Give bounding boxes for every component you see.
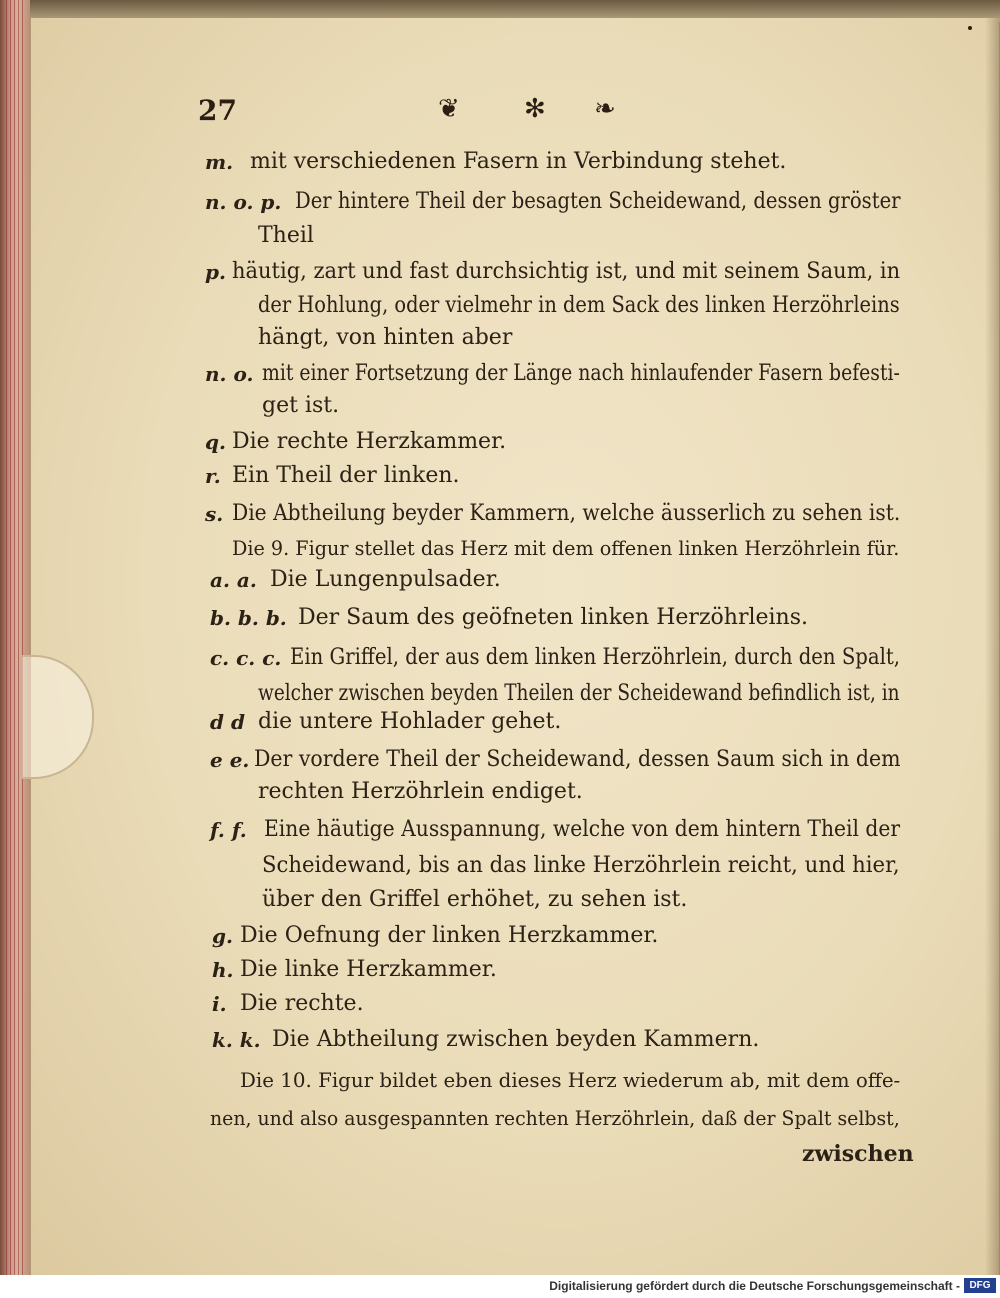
item-marker: s. xyxy=(205,502,224,526)
item-marker: n. o. xyxy=(205,362,254,386)
body-line: über den Griffel erhöhet, zu sehen ist. xyxy=(262,887,688,912)
item-marker: n. o. p. xyxy=(205,190,282,214)
item-marker: r. xyxy=(205,464,221,488)
body-line: Die Abtheilung zwischen beyden Kammern. xyxy=(272,1027,760,1052)
item-marker: i. xyxy=(212,992,227,1016)
item-marker: d d xyxy=(210,710,245,734)
body-line: hängt, von hinten aber xyxy=(258,325,513,350)
item-marker: a. a. xyxy=(210,568,257,592)
body-line: get ist. xyxy=(262,393,340,418)
item-marker: h. xyxy=(212,958,234,982)
body-line: häutig, zart und fast durchsichtig ist, und mit seinem Saum, in xyxy=(232,259,901,284)
body-line: mit verschiedenen Fasern in Verbindung stehet. xyxy=(250,149,787,174)
body-line: Die Oefnung der linken Herzkammer. xyxy=(240,923,659,948)
catchword: zwischen xyxy=(802,1141,914,1167)
body-line: rechten Herzöhrlein endiget. xyxy=(258,779,583,804)
body-line: der Hohlung, oder vielmehr in dem Sack des linken Herzöhrleins xyxy=(258,293,900,318)
body-line: Scheidewand, bis an das linke Herzöhrlein reicht, und hier, xyxy=(262,853,900,878)
body-line: mit einer Fortsetzung der Länge nach hinlaufender Fasern befesti- xyxy=(262,361,900,386)
body-line: Eine häutige Ausspannung, welche von dem hintern Theil der xyxy=(264,817,901,842)
body-line: Die rechte Herzkammer. xyxy=(232,429,507,454)
footer-bar xyxy=(0,1275,1000,1298)
item-marker: k. k. xyxy=(212,1028,261,1052)
body-line: Der hintere Theil der besagten Scheidewand, dessen gröster xyxy=(295,189,901,214)
body-line: Der vordere Theil der Scheidewand, dessen Saum sich in dem xyxy=(254,747,901,772)
body-line: die untere Hohlader gehet. xyxy=(258,709,562,734)
item-marker: e e. xyxy=(210,748,250,772)
page-number: 27 xyxy=(198,94,237,127)
funding-credit: Digitalisierung gefördert durch die Deutsche Forschungsgemeinschaft - xyxy=(549,1279,960,1293)
body-line: welcher zwischen beyden Theilen der Scheidewand befindlich ist, in xyxy=(258,681,900,706)
dfg-logo: DFG xyxy=(964,1278,996,1293)
body-line: nen, und also ausgespannten rechten Herzöhrlein, daß der Spalt selbst, xyxy=(210,1106,900,1130)
body-line: Die linke Herzkammer. xyxy=(240,957,497,982)
item-marker: f. f. xyxy=(210,818,247,842)
item-marker: b. b. b. xyxy=(210,606,287,630)
ornament-right-icon: ❧ xyxy=(594,94,616,124)
body-line: Ein Theil der linken. xyxy=(232,463,460,488)
item-marker: m. xyxy=(205,150,234,174)
body-line: Ein Griffel, der aus dem linken Herzöhrlein, durch den Spalt, xyxy=(290,645,901,670)
item-marker: p. xyxy=(205,260,226,284)
figure-heading-line: Die 9. Figur stellet das Herz mit dem offenen linken Herzöhrlein für. xyxy=(232,536,900,560)
body-line: Theil xyxy=(258,223,314,248)
body-line: Die Abtheilung beyder Kammern, welche äusserlich zu sehen ist. xyxy=(232,501,901,526)
ornament-center-icon: ✻ xyxy=(524,94,546,124)
figure-heading-line: Die 10. Figur bildet eben dieses Herz wiederum ab, mit dem offe- xyxy=(240,1068,901,1092)
ornament-left-icon: ❦ xyxy=(438,94,460,124)
item-marker: q. xyxy=(205,430,226,454)
item-marker: c. c. c. xyxy=(210,646,282,670)
body-line: Die Lungenpulsader. xyxy=(270,567,501,592)
body-line: Die rechte. xyxy=(240,991,364,1016)
item-marker: g. xyxy=(212,924,233,948)
body-line: Der Saum des geöfneten linken Herzöhrleins. xyxy=(298,605,809,630)
